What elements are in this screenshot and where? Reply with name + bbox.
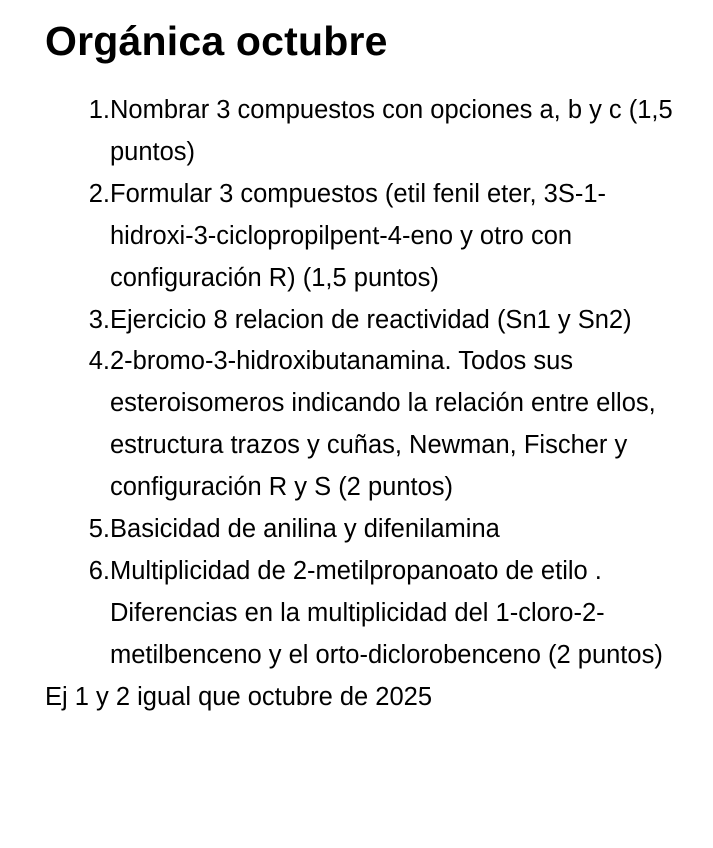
- list-item-number: 1.: [88, 96, 110, 124]
- list-item-text: Formular 3 compuestos (etil fenil eter, 3S-1-hidroxi-3-ciclopropilpent-4-eno y otro con configuración R) (1,5 puntos): [110, 179, 607, 292]
- note-content: [45, 14, 675, 719]
- list-item-text: Nombrar 3 compuestos con opciones a, b y c (1,5 puntos): [110, 96, 673, 166]
- list-item[interactable]: [45, 341, 675, 509]
- list-item-text: 2-bromo-3-hidroxibutanamina. Todos sus esteroisomeros indicando la relación entre ellos, estructura trazos y cuñas, Newman, Fischer y configuración R y S (2 puntos): [110, 347, 656, 502]
- list-item-number: 4.: [88, 347, 110, 376]
- list-item-text: Multiplicidad de 2-metilpropanoato de etilo . Diferencias en la multiplicidad del 1-cloro-2-metilbenceno y el orto-diclorobenceno (2 puntos): [110, 556, 663, 669]
- list-item-number: 5.: [88, 515, 110, 544]
- list-item-text: Basicidad de anilina y difenilamina: [110, 515, 500, 544]
- list-item[interactable]: [45, 300, 675, 342]
- list-item[interactable]: [45, 90, 675, 174]
- numbered-list: [45, 90, 675, 677]
- list-item[interactable]: [45, 174, 675, 300]
- note-title[interactable]: Orgánica octubre: [45, 18, 388, 64]
- list-item-number: 6.: [88, 556, 110, 585]
- list-item-number: 2.: [88, 179, 110, 208]
- list-item-text: Ejercicio 8 relacion de reactividad (Sn1 y Sn2): [110, 305, 632, 334]
- note-footer-text[interactable]: Ej 1 y 2 igual que octubre de 2025: [45, 682, 433, 711]
- list-item-number: 3.: [88, 305, 110, 334]
- list-item[interactable]: [45, 509, 675, 551]
- list-item[interactable]: [45, 551, 675, 677]
